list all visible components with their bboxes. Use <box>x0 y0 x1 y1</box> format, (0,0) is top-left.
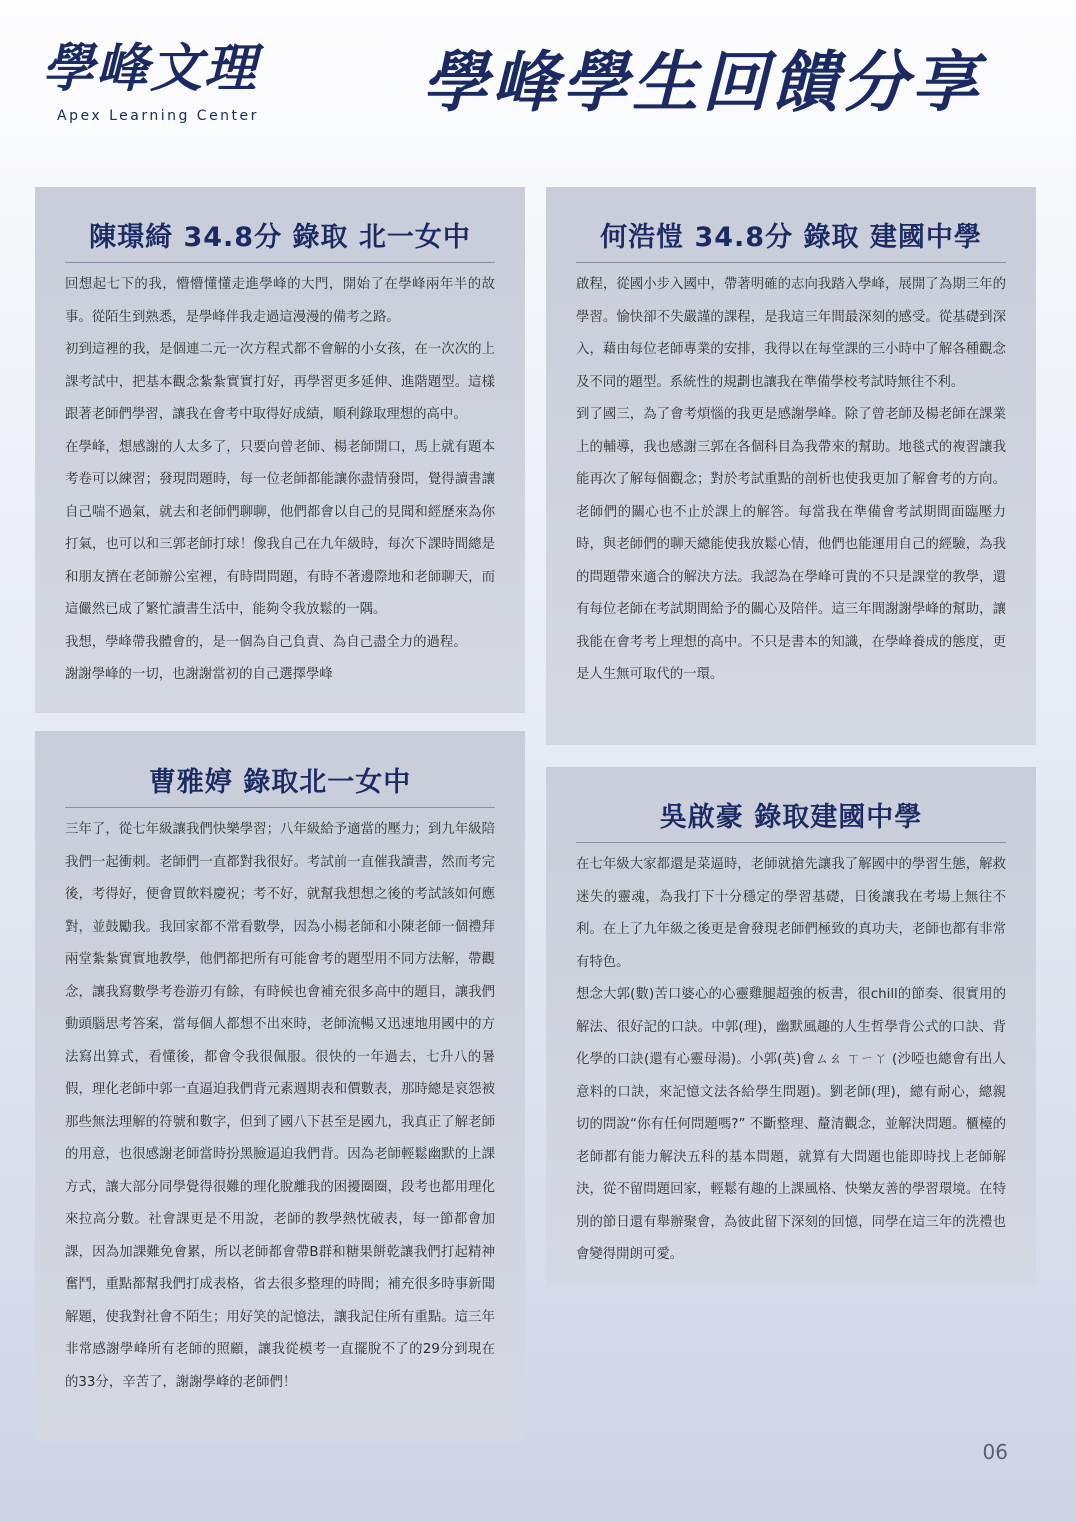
testimonial-body <box>576 843 1006 1272</box>
logo-subtitle: Apex Learning Center <box>57 108 259 124</box>
testimonial-paragraph: 在學峰，想感謝的人太多了，只要向曾老師、楊老師開口，馬上就有題本考卷可以練習；發現問題時，每一位老師都能讓你盡情發問，覺得讀書讓自己喘不過氣，就去和老師們聊聊，他們都會以自己的見聞和經歷來為你打氣，也可以和三郭老師打球！像我自己在九年級時，每次下課時間總是和朋友擠在老師辦公室裡，有時問問題，有時不著邊際地和老師聊天，而這儼然已成了繁忙讀書生活中，能夠令我放鬆的一隅。 <box>65 439 495 617</box>
testimonial-title: 陳璟綺 34.8分 錄取 北一女中 <box>89 222 471 253</box>
testimonial-paragraph: 到了國三，為了會考煩惱的我更是感謝學峰。除了曾老師及楊老師在課業上的輔導，我也感謝三郭在各個科目為我帶來的幫助。地毯式的複習讓我能再次了解每個觀念；對於考試重點的剖析也使我更加了解會考的方向。老師們的關心也不止於課上的解答。每當我在準備會考試期間面臨壓力時，與老師們的聊天總能使我放鬆心情，他們也能運用自己的經驗，為我的問題帶來適合的解決方法。我認為在學峰可貴的不只是課堂的教學，還有每位老師在考試期間給予的關心及陪伴。這三年間謝謝學峰的幫助，讓我能在會考考上理想的高中。不只是書本的知識，在學峰養成的態度，更是人生無可取代的一環。 <box>576 407 1006 682</box>
testimonial-paragraph: 想念大郭(數)苦口婆心的心靈雞腿超強的板書，很chill的節奏、很實用的解法、很好記的口訣。中郭(理)，幽默風趣的人生哲學背公式的口訣、背化學的口訣(還有心靈母湯)。小郭(英)會ㄙㄠ ㄒㄧㄚ (沙啞也總會有出人意料的口訣，來記憶文法各給學生問題)。劉老師(理)，總有耐心，總親切的問說“你有任何問題嗎?” 不斷整理、釐清觀念，並解決問題。櫃檯的老師都有能力解決五科的基本問題，就算有大問題也能即時找上老師解決，從不留問題回家，輕鬆有趣的上課風格、快樂友善的學習環境。在特別的節日還有舉辦聚會，為彼此留下深刻的回憶，同學在這三年的洗禮也會變得開朗可愛。 <box>576 987 1006 1262</box>
testimonial-body <box>65 263 495 692</box>
testimonial-paragraph: 在七年級大家都還是菜逼時，老師就搶先讓我了解國中的學習生態，解救迷失的靈魂，為我打下十分穩定的學習基礎，日後讓我在考場上無往不利。在上了九年級之後更是會發現老師們極致的真功夫，老師也都有非常有特色。 <box>576 857 1006 970</box>
testimonial-paragraph: 謝謝學峰的一切，也謝謝當初的自己選擇學峰 <box>65 667 333 682</box>
testimonial-card <box>35 187 525 713</box>
testimonial-paragraph: 回想起七下的我，懵懵懂懂走進學峰的大門，開始了在學峰兩年半的故事。從陌生到熟悉，是學峰伴我走過這漫漫的備考之路。 <box>65 277 495 325</box>
testimonial-title: 何浩愷 34.8分 錄取 建國中學 <box>600 222 982 253</box>
page-number: 06 <box>982 1440 1008 1464</box>
testimonial-card <box>546 187 1036 745</box>
testimonial-title: 曹雅婷 錄取北一女中 <box>148 767 412 798</box>
page-title: 學峰學生回饋分享 <box>422 44 982 121</box>
testimonial-card <box>35 731 525 1442</box>
logo-title: 學峰文理 <box>42 39 259 99</box>
testimonial-body <box>65 808 495 1399</box>
testimonial-card <box>546 767 1036 1284</box>
testimonial-title: 吳啟豪 錄取建國中學 <box>659 802 923 833</box>
testimonial-paragraph: 三年了，從七年級讓我們快樂學習；八年級給予適當的壓力；到九年級陪我們一起衝刺。老師們一直都對我很好。考試前一直催我讀書，然而考完後，考得好，便會買飲料慶祝；考不好，就幫我想想之後的考試該如何應對，並鼓勵我。我回家都不常看數學，因為小楊老師和小陳老師一個禮拜兩堂紮紮實實地教學，他們都把所有可能會考的題型用不同方法解，帶觀念，讓我寫數學考卷游刃有餘，有時候也會補充很多高中的題目，讓我們動頭腦思考答案，當每個人都想不出來時，老師流暢又迅速地用國中的方法寫出算式，看懂後，都會令我很佩服。很快的一年過去，七升八的暑假，理化老師中郭一直逼迫我們背元素週期表和價數表，那時總是哀怨被那些無法理解的符號和數字，但到了國八下甚至是國九，我真正了解老師的用意，也很感謝老師當時扮黑臉逼迫我們背。因為老師輕鬆幽默的上課方式，讓大部分同學覺得很難的理化脫離我的困擾圈圈，段考也都用理化來拉高分數。社會課更是不用說，老師的教學熱忱破表，每一節都會加課，因為加課難免會累，所以老師都會帶B群和糖果餅乾讓我們打起精神奮鬥，重點都幫我們打成表格，省去很多整理的時間；補充很多時事新聞解題，使我對社會不陌生；用好笑的記憶法，讓我記住所有重點。這三年非常感謝學峰所有老師的照顧，讓我從模考一直擺脫不了的29分到現在的33分，辛苦了，謝謝學峰的老師們！ <box>65 822 495 1390</box>
testimonial-paragraph: 初到這裡的我，是個連二元一次方程式都不會解的小女孩，在一次次的上課考試中，把基本觀念紮紮實實打好，再學習更多延伸、進階題型。這樣跟著老師們學習，讓我在會考中取得好成績，順利錄取理想的高中。 <box>65 342 495 422</box>
testimonial-paragraph: 我想，學峰帶我體會的，是一個為自己負責、為自己盡全力的過程。 <box>65 634 467 650</box>
testimonial-body <box>576 263 1006 692</box>
testimonial-paragraph: 啟程，從國小步入國中，帶著明確的志向我踏入學峰，展開了為期三年的學習。愉快卻不失嚴謹的課程，是我這三年間最深刻的感受。從基礎到深入，藉由每位老師專業的安排，我得以在每堂課的三小時中了解各種觀念及不同的題型。系統性的規劃也讓我在準備學校考試時無往不利。 <box>576 277 1006 390</box>
